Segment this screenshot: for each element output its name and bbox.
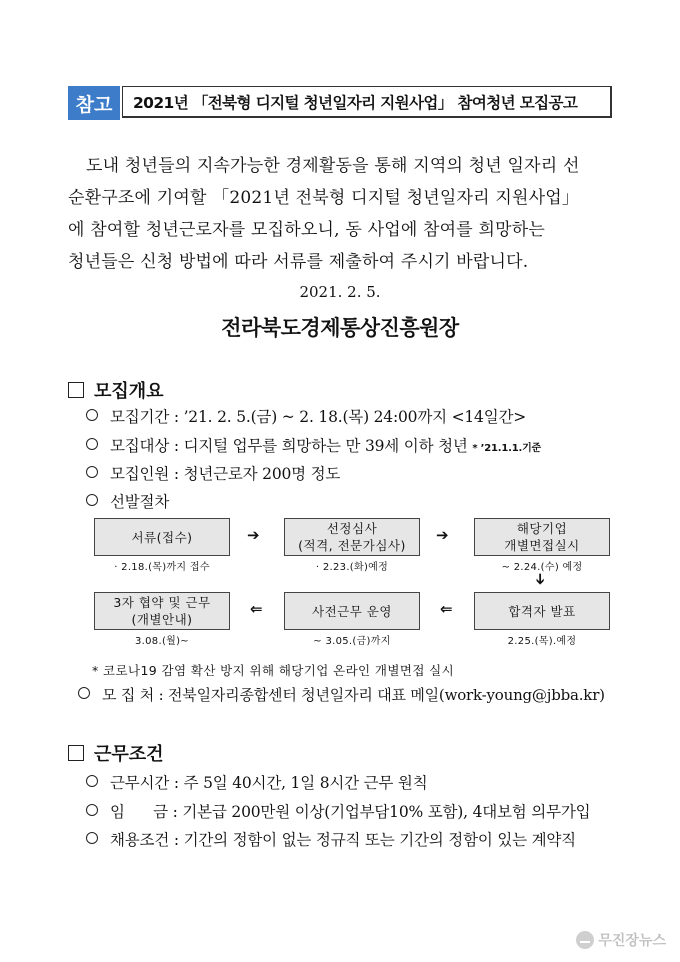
intro-line-3: 에 참여할 청년근로자를 모집하오니, 동 사업에 참여를 희망하는 bbox=[68, 220, 546, 240]
circle-bullet-icon bbox=[78, 687, 90, 699]
flow-step-announcement bbox=[474, 592, 610, 630]
item-working-hours bbox=[86, 771, 427, 793]
circle-bullet-icon bbox=[86, 494, 98, 506]
section-title: 모집개요 bbox=[94, 381, 164, 402]
circle-bullet-icon bbox=[86, 409, 98, 421]
item-text: 채용조건 : 기간의 정함이 없는 정규직 또는 기간의 정함이 있는 계약직 bbox=[110, 831, 576, 849]
flow-step-review bbox=[284, 518, 420, 556]
intro-line-2: 순환구조에 기여할 「2021년 전북형 디지털 청년일자리 지원사업」 bbox=[68, 188, 580, 208]
mountain-logo-icon bbox=[576, 931, 594, 949]
watermark bbox=[576, 930, 666, 950]
flow-step-label: 사전근무 운영 bbox=[312, 603, 392, 619]
item-text: 임 금 : 기본급 200만원 이상(기업부담10% 포함), 4대보험 의무가입 bbox=[110, 803, 591, 821]
flow-step-agreement bbox=[94, 592, 230, 630]
section-title: 근무조건 bbox=[94, 744, 164, 765]
organization-name: 전라북도경제통상진흥원장 bbox=[221, 316, 459, 340]
flow-step-label: 해당기업 bbox=[516, 521, 568, 536]
checkbox-square-icon bbox=[68, 382, 84, 398]
flow-step-label: (적격, 전문가심사) bbox=[298, 538, 406, 553]
target-date-note: * ’21.1.1.기준 bbox=[472, 443, 542, 454]
item-text: 모집기간 : ’21. 2. 5.(금) ~ 2. 18.(목) 24:00까지 <14일간> bbox=[110, 408, 527, 426]
notice-title bbox=[122, 86, 612, 118]
item-employment-type bbox=[86, 828, 576, 850]
item-period bbox=[86, 405, 526, 427]
item-text: 근무시간 : 주 5일 40시간, 1일 8시간 근무 원칙 bbox=[110, 774, 428, 792]
circle-bullet-icon bbox=[86, 775, 98, 787]
notice-date: 2021. 2. 5. bbox=[299, 283, 381, 301]
flow-step-caption: · 2.18.(목)까지 접수 bbox=[114, 562, 210, 573]
item-text: 모집대상 : 디지털 업무를 희망하는 만 39세 이하 청년 bbox=[110, 437, 468, 455]
item-wage bbox=[86, 800, 590, 822]
flow-step-caption: 3.08.(월)~ bbox=[135, 636, 189, 647]
item-contact bbox=[78, 684, 605, 705]
item-text: 모집인원 : 청년근로자 200명 정도 bbox=[110, 465, 341, 483]
item-target bbox=[86, 434, 541, 456]
flow-step-label: (개별안내) bbox=[131, 612, 193, 627]
circle-bullet-icon bbox=[86, 438, 98, 450]
flow-step-label: 개별면접실시 bbox=[504, 538, 580, 553]
flow-step-caption: ~ 3.05.(금)까지 bbox=[313, 636, 391, 647]
flow-step-interview bbox=[474, 518, 610, 556]
item-count bbox=[86, 462, 340, 484]
circle-bullet-icon bbox=[86, 804, 98, 816]
flow-step-pre-work bbox=[284, 592, 420, 630]
watermark-text: 무진장뉴스 bbox=[598, 933, 666, 949]
item-selection-process bbox=[86, 490, 169, 512]
arrow-left-icon: ⇐ bbox=[250, 600, 263, 618]
intro-line-4: 청년들은 신청 방법에 따라 서류를 제출하여 주시기 바랍니다. bbox=[68, 252, 529, 272]
flow-step-document bbox=[94, 518, 230, 556]
arrow-right-icon: ➔ bbox=[247, 526, 260, 544]
arrow-down-icon: ➔ bbox=[531, 572, 550, 586]
checkbox-square-icon bbox=[68, 745, 84, 761]
intro-line-1: 도내 청년들의 지속가능한 경제활동을 통해 지역의 청년 일자리 선 bbox=[86, 156, 580, 176]
header-badge: 참고 bbox=[68, 86, 120, 120]
flow-step-caption: · 2.23.(화)예정 bbox=[315, 562, 389, 573]
covid-note: * 코로나19 감염 확산 방지 위해 해당기업 온라인 개별면접 실시 bbox=[92, 663, 455, 678]
item-text: 모 집 처 : 전북일자리종합센터 청년일자리 대표 메일(work-young@jbba.kr) bbox=[102, 686, 605, 704]
flow-step-label: 서류(접수) bbox=[131, 529, 193, 545]
circle-bullet-icon bbox=[86, 466, 98, 478]
notice-title-text: 2021년 「전북형 디지털 청년일자리 지원사업」 참여청년 모집공고 bbox=[133, 93, 578, 112]
flow-step-label: 선정심사 bbox=[326, 521, 378, 536]
circle-bullet-icon bbox=[86, 832, 98, 844]
flow-step-label: 합격자 발표 bbox=[508, 603, 576, 619]
arrow-left-icon: ⇐ bbox=[440, 600, 453, 618]
section-recruitment-overview bbox=[68, 377, 164, 403]
item-text: 선발절차 bbox=[110, 493, 170, 511]
intro-paragraph bbox=[68, 150, 616, 278]
flow-step-caption: 2.25.(목).예정 bbox=[507, 636, 577, 647]
flow-step-caption: ~ 2.24.(수) 예정 bbox=[501, 562, 583, 573]
flow-step-label: 3자 협약 및 근무 bbox=[113, 595, 211, 610]
section-working-conditions bbox=[68, 740, 164, 766]
arrow-right-icon: ➔ bbox=[436, 526, 449, 544]
